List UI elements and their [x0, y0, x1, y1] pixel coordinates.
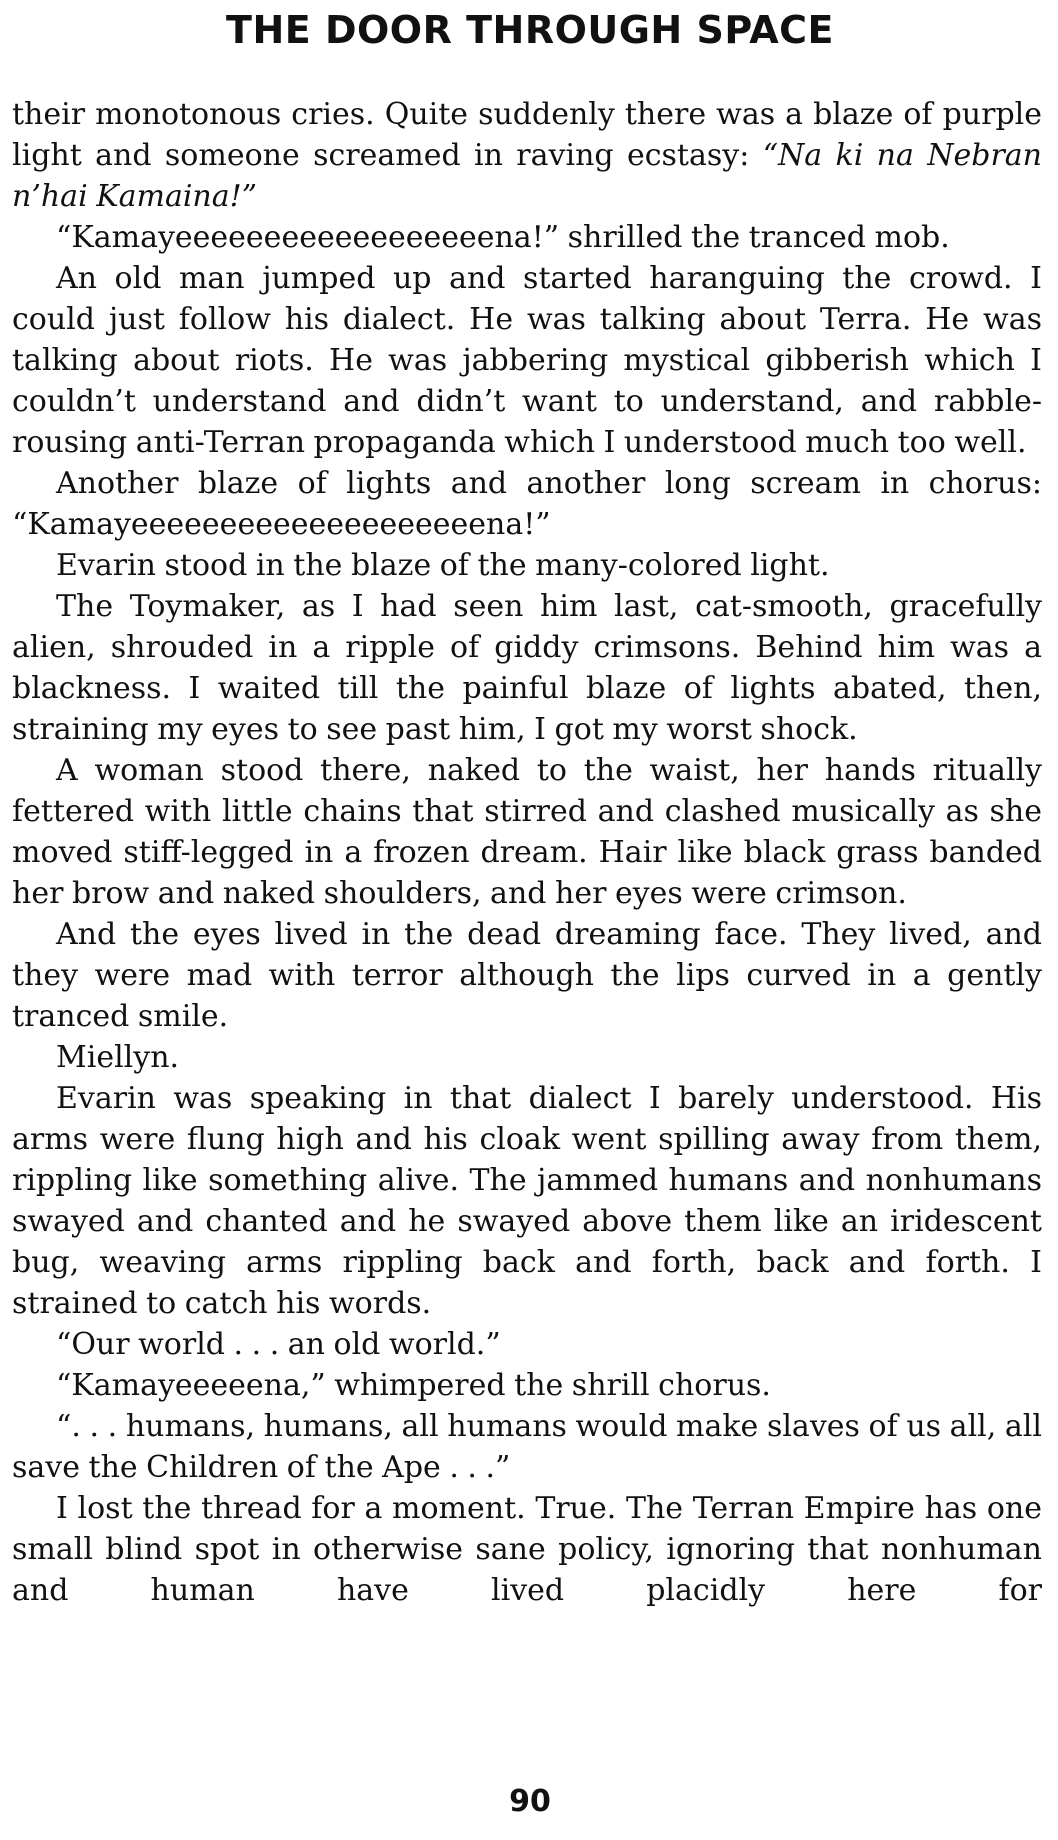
paragraph-7: A woman stood there, naked to the waist, her hands ritually fettered with little chains that stirred and clashed musically as she moved stiff-legged in a frozen dream. Hair like black grass banded her brow and naked shoulders, and her eyes were crimson. [12, 753, 1042, 911]
chant-italic: “Na ki na Nebran n’hai Kamaina!” [12, 138, 1042, 214]
book-page [12, 0, 1048, 1840]
paragraph-1-text: their monotonous cries. Quite suddenly there was a blaze of purple light and someone screamed in raving ecstasy: [12, 97, 1042, 173]
paragraph-14: I lost the thread for a moment. True. The Terran Empire has one small blind spot in otherwise sane policy, ignoring that nonhuman and human have lived placidly here for [12, 1491, 1042, 1608]
running-title: THE DOOR THROUGH SPACE [226, 8, 834, 52]
paragraph-11: “Our world . . . an old world.” [56, 1327, 501, 1362]
paragraph-9: Miellyn. [56, 1040, 180, 1075]
paragraph-1 [12, 94, 1042, 217]
paragraph-13: “. . . humans, humans, all humans would make slaves of us all, all save the Children of the Ape . . .” [12, 1409, 1042, 1485]
paragraph-4: Another blaze of lights and another long scream in chorus: “Kamayeeeeeeeeeeeeeeeeeeeena!” [12, 466, 1042, 542]
paragraph-6: The Toymaker, as I had seen him last, cat-smooth, gracefully alien, shrouded in a ripple of giddy crimsons. Behind him was a blackness. I waited till the painful blaze of lights abated, then, straining my eyes to see past him, I got my worst shock. [12, 589, 1042, 747]
paragraph-5: Evarin stood in the blaze of the many-colored light. [56, 548, 830, 583]
paragraph-8: And the eyes lived in the dead dreaming face. They lived, and they were mad with terror although the lips curved in a gently tranced smile. [12, 917, 1042, 1034]
body-text [12, 94, 1042, 1611]
page-number: 90 [509, 1784, 551, 1819]
paragraph-2: “Kamayeeeeeeeeeeeeeeeeeena!” shrilled the tranced mob. [56, 220, 950, 255]
paragraph-12: “Kamayeeeeena,” whimpered the shrill chorus. [56, 1368, 771, 1403]
paragraph-10: Evarin was speaking in that dialect I barely understood. His arms were flung high and his cloak went spilling away from them, rippling like something alive. The jammed humans and nonhumans swayed and chanted and he swayed above them like an iridescent bug, weaving arms rippling back and forth, back and forth. I strained to catch his words. [12, 1081, 1042, 1321]
paragraph-3: An old man jumped up and started haranguing the crowd. I could just follow his dialect. He was talking about Terra. He was talking about riots. He was jabbering mystical gibberish which I couldn’t understand and didn’t want to understand, and rabble-rousing anti-Terran propaganda which I understood much too well. [12, 261, 1042, 460]
